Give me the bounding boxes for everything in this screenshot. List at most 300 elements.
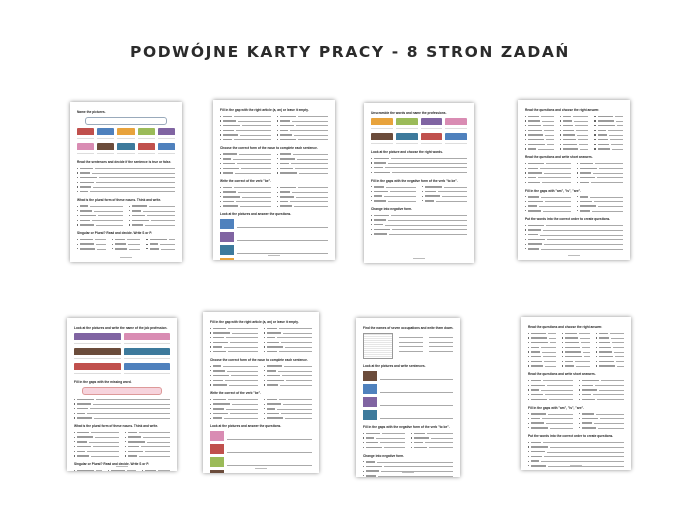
answer-line[interactable] (235, 173, 271, 174)
answer-line[interactable] (95, 239, 105, 240)
bullet-icon (371, 158, 372, 159)
answer-line[interactable] (608, 130, 623, 131)
answer-line[interactable] (294, 135, 328, 136)
answer-line[interactable] (158, 470, 170, 471)
answer-line[interactable] (392, 229, 467, 230)
answer-line[interactable] (541, 461, 624, 462)
bullet-icon (371, 167, 372, 168)
answer-line[interactable] (431, 438, 453, 439)
answer-line[interactable] (228, 328, 258, 329)
answer-line[interactable] (425, 442, 453, 443)
answer-line[interactable] (90, 408, 170, 409)
answer-line[interactable] (128, 244, 140, 245)
answer-line[interactable] (546, 423, 573, 424)
answer-line[interactable] (228, 399, 258, 400)
answer-line[interactable] (93, 446, 119, 447)
answer-line[interactable] (376, 438, 405, 439)
answer-line[interactable] (550, 428, 573, 429)
answer-line[interactable] (544, 456, 624, 457)
answer-line[interactable] (597, 399, 624, 400)
answer-line[interactable] (169, 239, 175, 240)
answer-line[interactable] (599, 168, 623, 169)
answer-line[interactable] (596, 414, 624, 415)
photo (220, 232, 234, 242)
section-heading: Look at the pictures and answer the questions. (210, 424, 282, 429)
answer-line[interactable] (279, 351, 312, 352)
answer-line[interactable] (548, 466, 624, 467)
answer-line[interactable] (578, 139, 588, 140)
answer-line[interactable] (380, 392, 453, 393)
answer-line[interactable] (538, 149, 553, 150)
answer-line[interactable] (380, 405, 453, 406)
answer-line[interactable] (227, 452, 312, 453)
answer-line[interactable] (285, 418, 312, 419)
answer-line[interactable] (227, 371, 258, 372)
answer-line[interactable] (95, 437, 119, 438)
worksheet-page-6[interactable] (203, 312, 319, 473)
item-text (223, 201, 234, 202)
answer-line[interactable] (595, 163, 623, 164)
answer-line[interactable] (573, 116, 588, 117)
answer-line[interactable] (549, 399, 573, 400)
answer-line[interactable] (399, 337, 423, 338)
answer-line[interactable] (378, 476, 453, 477)
answer-line[interactable] (240, 135, 271, 136)
answer-line[interactable] (230, 413, 258, 414)
answer-line[interactable] (98, 215, 123, 216)
answer-line[interactable] (96, 182, 175, 183)
answer-line[interactable] (547, 144, 553, 145)
answer-line[interactable] (591, 182, 623, 183)
answer-line[interactable] (580, 149, 588, 150)
answer-line[interactable] (381, 471, 453, 472)
answer-line[interactable] (547, 385, 573, 386)
answer-line[interactable] (380, 418, 453, 419)
bullet-icon (77, 186, 78, 187)
answer-line[interactable] (583, 352, 590, 353)
answer-line[interactable] (546, 225, 623, 226)
answer-line[interactable] (545, 366, 556, 367)
item-text (213, 403, 230, 404)
answer-line[interactable] (290, 130, 328, 131)
answer-line[interactable] (438, 191, 467, 192)
answer-line[interactable] (600, 418, 624, 419)
bullet-icon (579, 389, 580, 390)
answer-line[interactable] (384, 447, 405, 448)
answer-line[interactable] (278, 371, 312, 372)
bullet-icon (594, 144, 595, 145)
answer-line[interactable] (597, 177, 623, 178)
answer-line[interactable] (238, 121, 271, 122)
worksheet-page-7[interactable] (356, 318, 460, 477)
answer-line[interactable] (96, 470, 102, 471)
answer-line[interactable] (380, 379, 453, 380)
answer-line[interactable] (610, 139, 623, 140)
worksheet-page-4[interactable] (518, 100, 630, 260)
answer-line[interactable] (286, 380, 312, 381)
answer-line[interactable] (545, 135, 553, 136)
answer-line[interactable] (399, 351, 423, 352)
answer-line[interactable] (87, 451, 119, 452)
answer-line[interactable] (576, 366, 590, 367)
section-heading: Fill in the gaps with "am", "is", "are". (528, 405, 585, 410)
answer-line[interactable] (89, 442, 119, 443)
answer-line[interactable] (230, 342, 258, 343)
answer-line[interactable] (380, 442, 405, 443)
answer-line[interactable] (544, 173, 571, 174)
answer-line[interactable] (614, 352, 624, 353)
bullet-icon (579, 385, 580, 386)
answer-line[interactable] (593, 173, 623, 174)
answer-line[interactable] (611, 144, 623, 145)
answer-line[interactable] (238, 192, 271, 193)
answer-line[interactable] (127, 239, 140, 240)
answer-line[interactable] (94, 418, 170, 419)
answer-line[interactable] (92, 173, 175, 174)
answer-line[interactable] (297, 159, 328, 160)
answer-line[interactable] (576, 130, 588, 131)
answer-line[interactable] (599, 390, 624, 391)
answer-line[interactable] (544, 361, 556, 362)
answer-line[interactable] (399, 342, 423, 343)
answer-line[interactable] (543, 442, 624, 443)
answer-line[interactable] (593, 394, 624, 395)
answer-line[interactable] (277, 409, 312, 410)
answer-line[interactable] (547, 239, 623, 240)
answer-line[interactable] (377, 462, 453, 463)
answer-line[interactable] (386, 187, 416, 188)
answer-line[interactable] (550, 447, 624, 448)
answer-line[interactable] (294, 206, 328, 207)
answer-line[interactable] (542, 182, 571, 183)
answer-line[interactable] (388, 220, 467, 221)
answer-line[interactable] (615, 356, 624, 357)
answer-line[interactable] (93, 404, 170, 405)
answer-line[interactable] (542, 418, 573, 419)
answer-line[interactable] (90, 191, 175, 192)
answer-line[interactable] (429, 342, 453, 343)
answer-line[interactable] (541, 347, 556, 348)
answer-line[interactable] (292, 121, 328, 122)
answer-line[interactable] (95, 168, 175, 169)
answer-line[interactable] (390, 191, 416, 192)
answer-line[interactable] (609, 135, 623, 136)
answer-line[interactable] (283, 333, 312, 334)
answer-line[interactable] (389, 234, 467, 235)
exercise-item (363, 465, 453, 468)
answer-line[interactable] (612, 149, 623, 150)
answer-line[interactable] (143, 211, 175, 212)
answer-line[interactable] (584, 356, 590, 357)
answer-line[interactable] (237, 163, 271, 164)
answer-line[interactable] (543, 211, 571, 212)
item-text (150, 239, 167, 240)
answer-line[interactable] (392, 172, 467, 173)
answer-line[interactable] (277, 337, 312, 338)
exercise-item (210, 336, 258, 339)
answer-line[interactable] (550, 342, 556, 343)
answer-line[interactable] (436, 201, 467, 202)
answer-line[interactable] (99, 177, 175, 178)
answer-line[interactable] (279, 399, 312, 400)
item-text (580, 172, 591, 173)
answer-line[interactable] (92, 220, 123, 221)
answer-line[interactable] (90, 206, 123, 207)
item-text (111, 470, 125, 471)
answer-line[interactable] (223, 366, 258, 367)
answer-line[interactable] (539, 206, 571, 207)
worksheet-section (525, 189, 623, 213)
item-text (531, 399, 547, 400)
answer-line[interactable] (594, 201, 623, 202)
bullet-icon (594, 125, 595, 126)
answer-line[interactable] (281, 342, 312, 343)
answer-line[interactable] (384, 466, 453, 467)
answer-line[interactable] (226, 337, 258, 338)
answer-line[interactable] (129, 249, 140, 250)
answer-line[interactable] (595, 385, 624, 386)
answer-line[interactable] (612, 342, 624, 343)
answer-line[interactable] (542, 352, 556, 353)
answer-line[interactable] (548, 414, 573, 415)
answer-line[interactable] (399, 346, 423, 347)
item-text (414, 437, 429, 438)
answer-line[interactable] (283, 404, 312, 405)
answer-line[interactable] (541, 197, 571, 198)
answer-line[interactable] (239, 154, 271, 155)
answer-line[interactable] (237, 253, 328, 254)
exercise-item (577, 205, 623, 208)
answer-line[interactable] (544, 244, 623, 245)
answer-line[interactable] (542, 121, 553, 122)
answer-line[interactable] (616, 361, 624, 362)
answer-line[interactable] (575, 361, 590, 362)
answer-line[interactable] (96, 225, 123, 226)
answer-line[interactable] (543, 125, 553, 126)
answer-line[interactable] (281, 413, 312, 414)
answer-line[interactable] (233, 159, 271, 160)
answer-line[interactable] (429, 351, 453, 352)
bullet-icon (528, 442, 529, 443)
answer-line[interactable] (613, 347, 624, 348)
answer-line[interactable] (237, 240, 328, 241)
answer-line[interactable] (96, 244, 105, 245)
answer-line[interactable] (224, 347, 258, 348)
answer-line[interactable] (139, 456, 170, 457)
photo-row (210, 431, 312, 441)
item-text (366, 461, 375, 462)
answer-line[interactable] (582, 347, 590, 348)
bullet-icon (525, 229, 526, 230)
answer-line[interactable] (615, 116, 623, 117)
answer-line[interactable] (442, 196, 467, 197)
answer-line[interactable] (228, 351, 258, 352)
illustration (371, 118, 393, 130)
answer-line[interactable] (229, 385, 258, 386)
answer-line[interactable] (87, 413, 170, 414)
answer-line[interactable] (429, 346, 453, 347)
answer-line[interactable] (225, 380, 258, 381)
answer-line[interactable] (242, 197, 271, 198)
answer-line[interactable] (293, 154, 328, 155)
bullet-icon (74, 408, 75, 409)
answer-line[interactable] (291, 163, 328, 164)
answer-line[interactable] (93, 187, 175, 188)
worksheet-page-1[interactable] (70, 102, 182, 262)
answer-line[interactable] (227, 439, 312, 440)
answer-line[interactable] (581, 342, 590, 343)
answer-line[interactable] (385, 167, 467, 168)
answer-line[interactable] (236, 201, 271, 202)
bullet-icon (264, 346, 265, 347)
answer-line[interactable] (149, 206, 175, 207)
answer-line[interactable] (546, 163, 571, 164)
answer-line[interactable] (91, 456, 119, 457)
answer-line[interactable] (296, 125, 328, 126)
answer-line[interactable] (541, 116, 553, 117)
exercise-items (371, 157, 467, 174)
exercise-item (220, 138, 271, 141)
answer-line[interactable] (579, 333, 590, 334)
answer-line[interactable] (541, 249, 623, 250)
answer-line[interactable] (151, 220, 175, 221)
answer-line[interactable] (127, 470, 136, 471)
answer-line[interactable] (141, 446, 170, 447)
answer-line[interactable] (143, 437, 170, 438)
answer-line[interactable] (444, 187, 467, 188)
answer-line[interactable] (285, 347, 312, 348)
answer-line[interactable] (391, 215, 467, 216)
answer-line[interactable] (427, 433, 453, 434)
answer-line[interactable] (292, 192, 328, 193)
answer-line[interactable] (290, 201, 328, 202)
answer-line[interactable] (388, 163, 467, 164)
answer-line[interactable] (91, 432, 119, 433)
answer-line[interactable] (279, 328, 312, 329)
answer-line[interactable] (590, 197, 623, 198)
answer-line[interactable] (242, 125, 271, 126)
answer-line[interactable] (224, 418, 258, 419)
answer-line[interactable] (611, 338, 624, 339)
answer-line[interactable] (601, 380, 624, 381)
answer-line[interactable] (241, 168, 271, 169)
exercise-item (562, 351, 590, 354)
answer-line[interactable] (541, 390, 573, 391)
worksheet-page-3[interactable] (364, 103, 474, 263)
answer-line[interactable] (296, 197, 328, 198)
answer-line[interactable] (577, 135, 588, 136)
answer-line[interactable] (388, 201, 416, 202)
answer-line[interactable] (543, 356, 556, 357)
answer-line[interactable] (232, 404, 258, 405)
exercise-item (596, 332, 624, 335)
answer-line[interactable] (94, 211, 123, 212)
exercise-item (525, 124, 554, 127)
worksheet-section (77, 160, 175, 193)
answer-line[interactable] (382, 433, 405, 434)
answer-line[interactable] (280, 385, 312, 386)
exercise-item (371, 233, 467, 236)
answer-line[interactable] (298, 187, 328, 188)
answer-line[interactable] (617, 125, 623, 126)
answer-line[interactable] (298, 139, 328, 140)
answer-line[interactable] (284, 366, 312, 367)
answer-line[interactable] (594, 423, 624, 424)
answer-line[interactable] (139, 432, 170, 433)
worksheet-page-2[interactable] (213, 100, 335, 260)
item-text (580, 196, 588, 197)
answer-line[interactable] (234, 139, 271, 140)
answer-line[interactable] (384, 196, 416, 197)
answer-line[interactable] (546, 139, 553, 140)
answer-line[interactable] (385, 225, 467, 226)
answer-line[interactable] (610, 333, 624, 334)
bullet-icon (125, 451, 126, 452)
answer-line[interactable] (538, 177, 571, 178)
worksheet-page-5[interactable] (67, 318, 177, 471)
answer-line[interactable] (598, 428, 624, 429)
answer-line[interactable] (299, 173, 328, 174)
answer-line[interactable] (548, 333, 556, 334)
answer-line[interactable] (227, 465, 312, 466)
photo (220, 219, 234, 229)
photo-row (220, 258, 328, 260)
answer-line[interactable] (391, 158, 467, 159)
answer-line[interactable] (429, 337, 453, 338)
answer-line[interactable] (145, 451, 170, 452)
answer-line[interactable] (545, 394, 573, 395)
answer-line[interactable] (282, 375, 312, 376)
answer-line[interactable] (543, 380, 573, 381)
answer-line[interactable] (616, 121, 623, 122)
answer-line[interactable] (598, 206, 623, 207)
answer-line[interactable] (96, 399, 170, 400)
answer-line[interactable] (97, 249, 105, 250)
answer-line[interactable] (549, 338, 556, 339)
answer-line[interactable] (298, 116, 328, 117)
answer-line[interactable] (236, 130, 271, 131)
answer-line[interactable] (145, 225, 175, 226)
answer-line[interactable] (237, 227, 328, 228)
answer-line[interactable] (161, 249, 175, 250)
answer-line[interactable] (540, 235, 623, 236)
answer-line[interactable] (226, 409, 258, 410)
answer-line[interactable] (240, 206, 271, 207)
answer-line[interactable] (234, 187, 271, 188)
answer-line[interactable] (574, 121, 588, 122)
answer-line[interactable] (295, 168, 328, 169)
answer-line[interactable] (231, 375, 258, 376)
answer-line[interactable] (234, 116, 271, 117)
answer-line[interactable] (147, 442, 170, 443)
answer-line[interactable] (579, 144, 588, 145)
worksheet-page-8[interactable] (521, 317, 631, 470)
answer-line[interactable] (544, 130, 553, 131)
answer-line[interactable] (575, 125, 588, 126)
answer-line[interactable] (160, 244, 175, 245)
answer-line[interactable] (147, 215, 175, 216)
answer-line[interactable] (232, 333, 258, 334)
answer-line[interactable] (580, 338, 590, 339)
answer-line[interactable] (545, 201, 571, 202)
answer-line[interactable] (429, 447, 453, 448)
answer-line[interactable] (547, 452, 624, 453)
answer-line[interactable] (617, 366, 624, 367)
exercise-item (125, 455, 170, 458)
answer-line[interactable] (540, 168, 571, 169)
answer-line[interactable] (543, 230, 623, 231)
answer-line[interactable] (592, 211, 623, 212)
